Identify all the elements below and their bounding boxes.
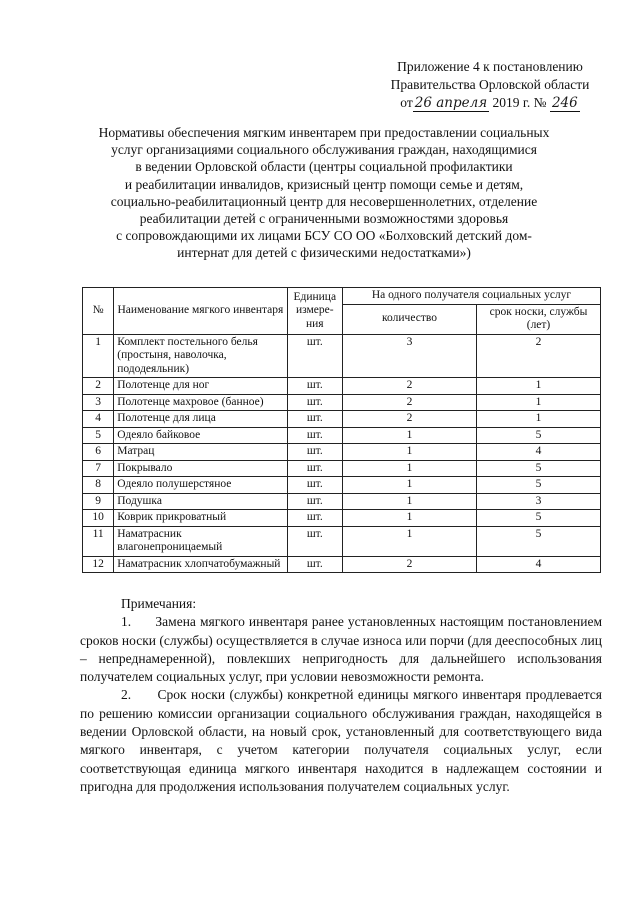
table-header-row: [83, 288, 601, 305]
cell-unit: шт.: [287, 510, 342, 527]
cell-unit: шт.: [287, 493, 342, 510]
cell-name: Матрац: [114, 444, 287, 461]
cell-unit: шт.: [287, 411, 342, 428]
cell-unit: шт.: [287, 378, 342, 395]
cell-num: 6: [83, 444, 114, 461]
cell-qty: 2: [342, 394, 476, 411]
cell-unit: шт.: [287, 334, 342, 378]
cell-qty: 2: [342, 411, 476, 428]
cell-term: 4: [477, 444, 601, 461]
cell-term: 4: [477, 556, 601, 573]
header-unit: Единица измере-ния: [287, 288, 342, 335]
inventory-table: [82, 287, 601, 573]
title-line: реабилитации детей с ограниченными возможностями здоровья: [139, 211, 509, 227]
notes-heading: Примечания:: [121, 596, 197, 611]
cell-name: Полотенце для ног: [114, 378, 287, 395]
header-term: срок носки, службы (лет): [477, 304, 601, 334]
table-row: [83, 526, 601, 556]
table-row: [83, 460, 601, 477]
cell-num: 8: [83, 477, 114, 494]
table-row: [83, 334, 601, 378]
cell-term: 3: [477, 493, 601, 510]
table-row: [83, 411, 601, 428]
title-line: и реабилитации инвалидов, кризисный центр помощи семье и детям,: [124, 176, 524, 192]
cell-unit: шт.: [287, 460, 342, 477]
cell-name: Комплект постельного белья (простыня, наволочка, пододеяльник): [114, 334, 287, 378]
cell-term: 1: [477, 411, 601, 428]
cell-num: 4: [83, 411, 114, 428]
handwritten-number: 246: [551, 95, 578, 111]
cell-name: Одеяло байковое: [114, 427, 287, 444]
appendix-line-1: Приложение 4 к постановлению: [397, 59, 583, 74]
header-qty: количество: [342, 304, 476, 334]
cell-name: Наматрасник влагонепроницаемый: [114, 526, 287, 556]
cell-qty: 2: [342, 378, 476, 395]
cell-name: Подушка: [114, 493, 287, 510]
cell-unit: шт.: [287, 477, 342, 494]
table-row: [83, 510, 601, 527]
cell-unit: шт.: [287, 556, 342, 573]
title-line: интернат для детей с физическими недостатками»): [177, 245, 471, 261]
cell-unit: шт.: [287, 427, 342, 444]
appendix-date-line: [370, 94, 610, 112]
cell-qty: 1: [342, 477, 476, 494]
notes-section: [80, 595, 602, 796]
cell-term: 1: [477, 394, 601, 411]
cell-qty: 1: [342, 510, 476, 527]
cell-name: Полотенце для лица: [114, 411, 287, 428]
date-prefix: от: [400, 95, 413, 110]
cell-num: 12: [83, 556, 114, 573]
cell-qty: 1: [342, 460, 476, 477]
date-year: 2019 г. №: [492, 95, 547, 110]
cell-term: 1: [477, 378, 601, 395]
table-row: [83, 493, 601, 510]
table-row: [83, 378, 601, 395]
cell-term: 5: [477, 526, 601, 556]
title-line: услуг организациями социального обслуживания граждан, находящимися: [111, 142, 537, 158]
appendix-line-2: Правительства Орловской области: [390, 77, 590, 92]
cell-term: 5: [477, 477, 601, 494]
header-num: №: [83, 288, 114, 335]
cell-term: 2: [477, 334, 601, 378]
note-item: 1. Замена мягкого инвентаря ранее установленных настоящим постановлением сроков носки (службы) осуществляется в случае износа или порчи (для дееспособных лиц – непреднамеренной), повлекших непригодность для дальнейшего использования получателем социальных услуг, при условии невозможности ремонта.: [80, 614, 602, 685]
note-item: 2. Срок носки (службы) конкретной единицы мягкого инвентаря продлевается по решению комиссии организации социального обслуживания граждан, находящейся в ведении Орловской области, на новый срок, установленный для соответствующего вида мягкого инвентаря, с учетом категории получателя социальных услуг, если соответствующая единица мягкого инвентаря находится в надлежащем состоянии и пригодна для продолжения использования получателем социальных услуг.: [80, 687, 602, 794]
cell-num: 9: [83, 493, 114, 510]
cell-name: Наматрасник хлопчатобумажный: [114, 556, 287, 573]
title-line: с сопровождающими их лицами БСУ СО ОО «Болховский детский дом-: [116, 228, 532, 244]
header-name: Наименование мягкого инвентаря: [114, 288, 287, 335]
cell-name: Покрывало: [114, 460, 287, 477]
cell-qty: 1: [342, 526, 476, 556]
cell-name: Полотенце махровое (банное): [114, 394, 287, 411]
cell-num: 1: [83, 334, 114, 378]
cell-name: Коврик прикроватный: [114, 510, 287, 527]
title-line: социально-реабилитационный центр для несовершеннолетних, отделение: [110, 193, 538, 209]
cell-qty: 2: [342, 556, 476, 573]
handwritten-date: 26 апреля: [414, 95, 488, 111]
table-row: [83, 556, 601, 573]
cell-qty: 1: [342, 427, 476, 444]
title-line: Нормативы обеспечения мягким инвентарем при предоставлении социальных: [98, 125, 550, 140]
cell-num: 5: [83, 427, 114, 444]
cell-num: 10: [83, 510, 114, 527]
cell-unit: шт.: [287, 444, 342, 461]
cell-unit: шт.: [287, 526, 342, 556]
table-row: [83, 477, 601, 494]
document-title: [80, 124, 568, 262]
cell-qty: 1: [342, 493, 476, 510]
table-row: [83, 394, 601, 411]
appendix-header: [370, 58, 610, 112]
cell-num: 3: [83, 394, 114, 411]
cell-num: 7: [83, 460, 114, 477]
cell-qty: 1: [342, 444, 476, 461]
cell-unit: шт.: [287, 394, 342, 411]
header-per-recipient: На одного получателя социальных услуг: [342, 288, 600, 305]
cell-num: 2: [83, 378, 114, 395]
table-row: [83, 427, 601, 444]
cell-qty: 3: [342, 334, 476, 378]
cell-num: 11: [83, 526, 114, 556]
title-line: в ведении Орловской области (центры социальной профилактики: [135, 159, 513, 175]
cell-name: Одеяло полушерстяное: [114, 477, 287, 494]
cell-term: 5: [477, 427, 601, 444]
cell-term: 5: [477, 460, 601, 477]
cell-term: 5: [477, 510, 601, 527]
table-row: [83, 444, 601, 461]
